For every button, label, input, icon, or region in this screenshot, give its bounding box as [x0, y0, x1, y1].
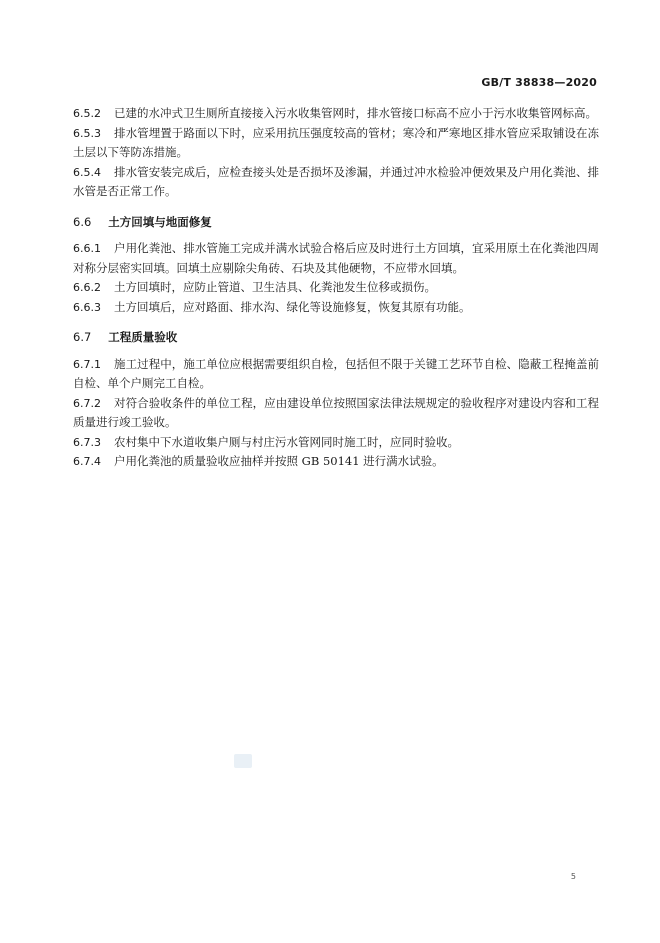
section-heading-6-7	[73, 328, 599, 348]
clause-text: 土方回填后，应对路面、排水沟、绿化等设施修复，恢复其原有功能。	[114, 299, 471, 314]
section-title: 土方回填与地面修复	[108, 214, 212, 229]
clause-text: 排水管埋置于路面以下时，应采用抗压强度较高的管材；寒冷和严寒地区排水管应采取铺设在冻土层以下等防冻措施。	[73, 125, 599, 159]
clause-6-6-2	[73, 278, 599, 298]
clause-number: 6.5.4	[73, 165, 101, 179]
section-heading-6-6	[73, 213, 599, 233]
clause-text: 对符合验收条件的单位工程，应由建设单位按照国家法律法规规定的验收程序对建设内容和工程质量进行竣工验收。	[73, 395, 599, 429]
section-title: 工程质量验收	[108, 330, 178, 344]
clause-text: 户用化粪池、排水管施工完成并满水试验合格后应及时进行土方回填，宜采用原土在化粪池四周对称分层密实回填。回填土应剔除尖角砖、石块及其他硬物，不应带水回填。	[73, 241, 599, 275]
clause-text: 户用化粪池的质量验收应抽样并按照 GB 50141 进行满水试验。	[114, 454, 444, 468]
clause-text: 农村集中下水道收集户厕与村庄污水管网同时施工时，应同时验收。	[114, 434, 459, 449]
clause-6-7-1	[73, 355, 599, 394]
clause-number: 6.5.2	[73, 107, 101, 120]
clause-6-6-1	[73, 239, 599, 278]
document-body	[73, 104, 599, 472]
clause-number: 6.7.4	[73, 455, 101, 468]
page-number: 5	[570, 872, 576, 881]
watermark-mark	[234, 754, 252, 768]
clause-number: 6.6.1	[73, 242, 101, 255]
clause-number: 6.7.1	[73, 357, 101, 371]
clause-text: 施工过程中，施工单位应根据需要组织自检，包括但不限于关键工艺环节自检、隐蔽工程掩盖前自检、单个户厕完工自检。	[73, 356, 599, 390]
clause-6-7-3	[73, 433, 599, 453]
clause-6-7-4	[73, 452, 599, 472]
section-number: 6.7	[73, 330, 92, 344]
section-number: 6.6	[73, 214, 92, 229]
clause-number: 6.6.3	[73, 300, 101, 314]
standard-code: GB/T 38838—2020	[481, 76, 597, 89]
clause-6-5-4	[73, 163, 599, 202]
clause-text: 土方回填时，应防止管道、卫生洁具、化粪池发生位移或损伤。	[114, 280, 436, 294]
clause-number: 6.7.2	[73, 396, 101, 410]
clause-text: 已建的水冲式卫生厕所直接接入污水收集管网时，排水管接口标高不应小于污水收集管网标高。	[114, 106, 597, 120]
clause-6-6-3	[73, 298, 599, 318]
clause-number: 6.7.3	[73, 435, 101, 449]
clause-number: 6.5.3	[73, 126, 101, 140]
clause-6-5-2	[73, 104, 599, 124]
clause-6-5-3	[73, 124, 599, 163]
clause-text: 排水管安装完成后，应检查接头处是否损坏及渗漏，并通过冲水检验冲便效果及户用化粪池、排水管是否正常工作。	[73, 164, 599, 198]
clause-6-7-2	[73, 394, 599, 433]
clause-number: 6.6.2	[73, 281, 101, 294]
